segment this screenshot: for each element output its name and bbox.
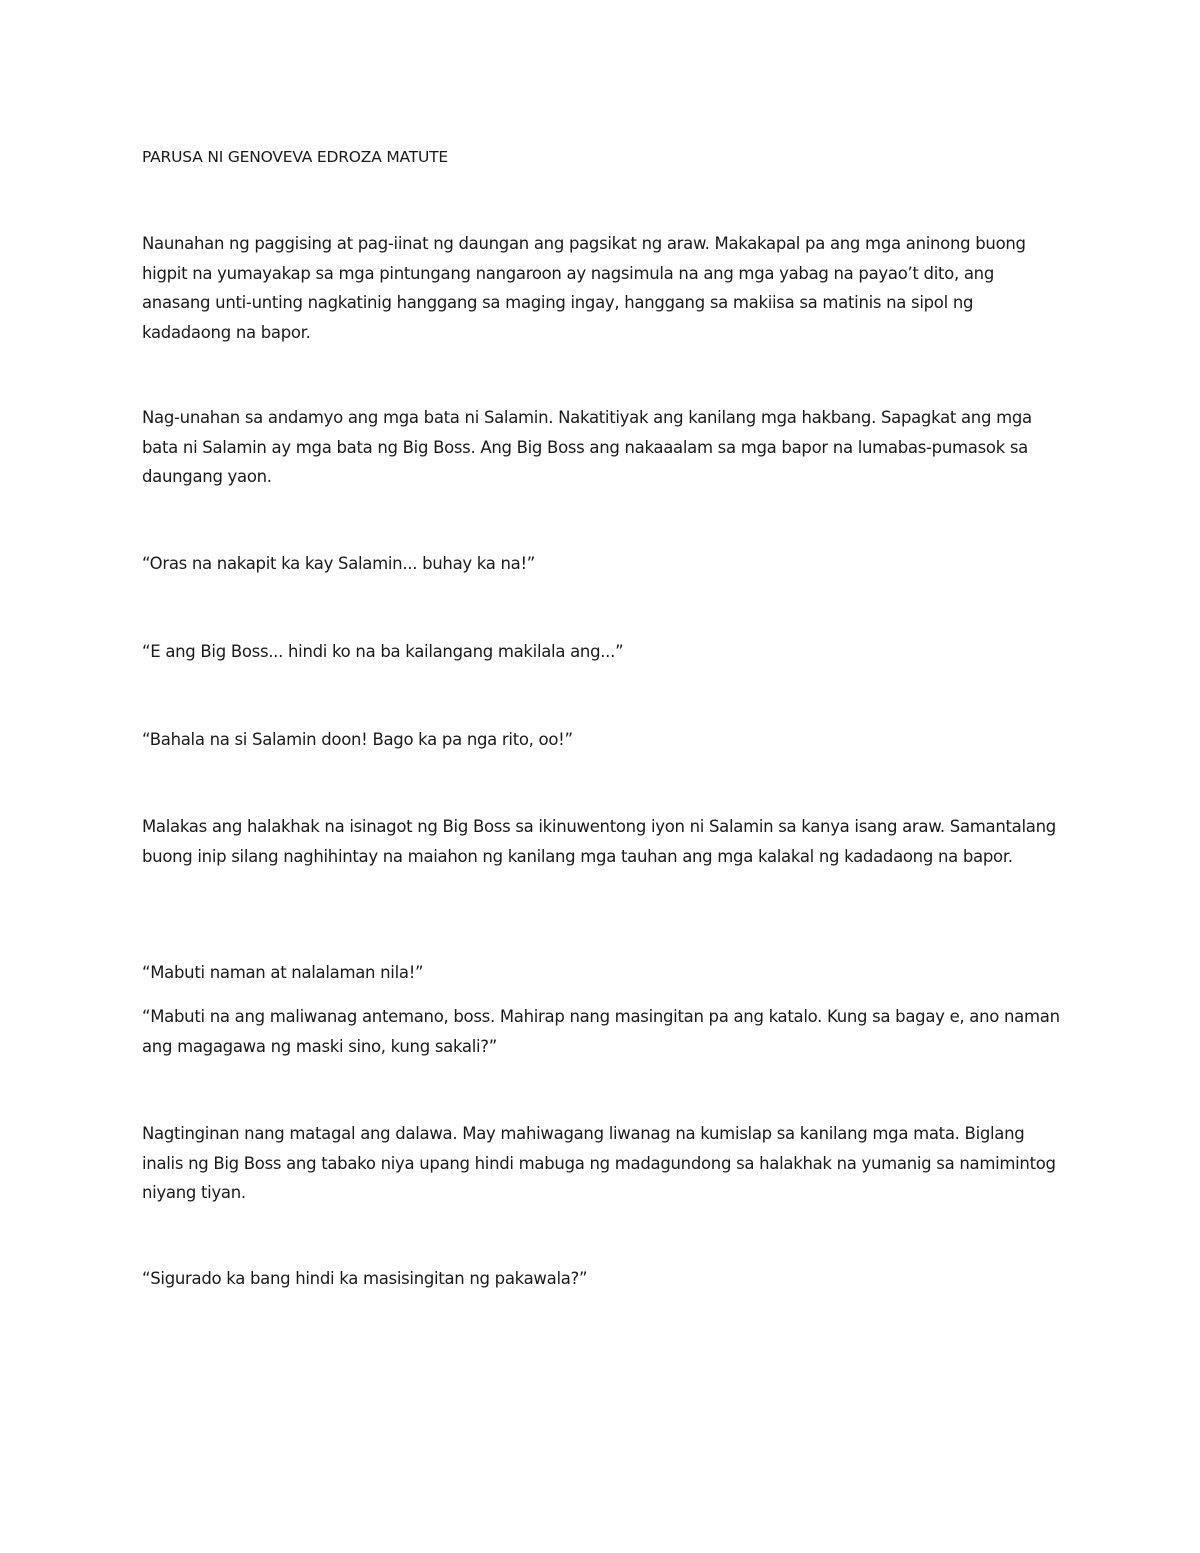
dialogue-line: “Mabuti naman at nalalaman nila!” (142, 963, 424, 982)
dialogue-line: “Bahala na si Salamin doon! Bago ka pa nga rito, oo!” (142, 730, 573, 749)
paragraph: Naunahan ng paggising at pag-iinat ng daungan ang pagsikat ng araw. Makakapal pa ang mga aninong buong higpit na yumayakap sa mga pintungang nangaroon ay nagsimula na ang mga yabag na payao’t dito, ang anasang unti-unting nagkatinig hanggang sa maging ingay, hanggang sa makiisa sa matinis na sipol ng kadadaong na bapor. (142, 234, 1026, 342)
document-title: PARUSA NI GENOVEVA EDROZA MATUTE (142, 148, 448, 166)
paragraph: Malakas ang halakhak na isinagot ng Big Boss sa ikinuwentong iyon ni Salamin sa kanya isang araw. Samantalang buong inip silang naghihintay na maiahon ng kanilang mga tauhan ang mga kalakal ng kadadaong na bapor. (142, 817, 1056, 866)
dialogue-line: “Mabuti na ang maliwanag antemano, boss. Mahirap nang masingitan pa ang katalo. Kung sa bagay e, ano naman ang magagawa ng maski sino, kung sakali?” (142, 1007, 1060, 1056)
dialogue-line: “E ang Big Boss... hindi ko na ba kailangang makilala ang...” (142, 642, 624, 661)
dialogue-line: “Oras na nakapit ka kay Salamin... buhay ka na!” (142, 554, 536, 573)
paragraph: Nag-unahan sa andamyo ang mga bata ni Salamin. Nakatitiyak ang kanilang mga hakbang. Sapagkat ang mga bata ni Salamin ay mga bata ng Big Boss. Ang Big Boss ang nakaaalam sa mga bapor na lumabas-pumasok sa daungang yaon. (142, 408, 1032, 486)
paragraph: Nagtinginan nang matagal ang dalawa. May mahiwagang liwanag na kumislap sa kanilang mga mata. Biglang inalis ng Big Boss ang tabako niya upang hindi mabuga ng madagundong sa halakhak na yumanig sa namimintog niyang tiyan. (142, 1124, 1056, 1202)
dialogue-line: “Sigurado ka bang hindi ka masisingitan ng pakawala?” (142, 1269, 588, 1288)
